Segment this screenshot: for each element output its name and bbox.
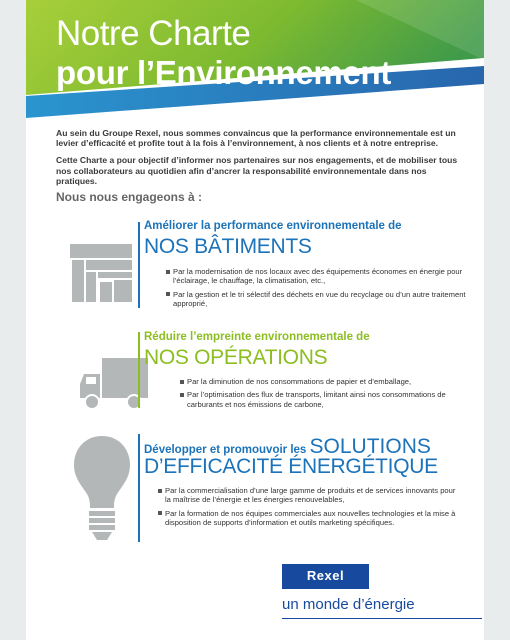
engage-heading: Nous nous engageons à : <box>56 190 203 204</box>
logo-text: Rexel <box>306 568 345 583</box>
section2-divider <box>138 332 140 408</box>
title-line-2: pour l’Environnement <box>56 54 392 91</box>
charter-page <box>26 0 484 640</box>
list-item: Par la commercialisation d’une large gamme de produits et de services innovants pour la maîtrise de l’énergie et les énergies renouvelables, <box>158 486 458 505</box>
section1-title: Améliorer la performance environnementale de <box>144 220 402 232</box>
list-item: Par la modernisation de nos locaux avec des équipements économes en énergie pour l’éclairage, le chauffage, la climatisation, etc., <box>166 267 466 286</box>
building-icon <box>70 244 140 304</box>
section1-bullets <box>166 267 466 313</box>
section3-title-prefix: Développer et promouvoir les <box>144 444 307 456</box>
list-item: Par la formation de nos équipes commerciales aux nouvelles technologies et la mise à disposition de supports d’information et outils marketing spécifiques. <box>158 509 458 528</box>
section1-divider <box>138 222 140 308</box>
section2-big-title: NOS OPÉRATIONS <box>144 346 328 369</box>
list-item: Par l’optimisation des flux de transports, limitant ainsi nos consommations de carburants et nos émissions de carbone, <box>180 390 480 409</box>
list-item: Par la gestion et le tri sélectif des déchets en vue du recyclage ou d’un autre traitement approprié, <box>166 290 466 309</box>
section3-divider <box>138 434 140 542</box>
header-banner <box>26 0 484 122</box>
intro-paragraph-1: Au sein du Groupe Rexel, nous sommes convaincus que la performance environnementale est un levier d’efficacité et profite tout à la fois à l’environnement, à nos clients et à notre entreprise. <box>56 128 456 149</box>
section3-bullets <box>158 486 458 532</box>
section3-title-inline-big: SOLUTIONS <box>309 435 431 458</box>
intro-text <box>56 128 466 193</box>
light-bulb-icon <box>72 434 132 544</box>
section2-bullets <box>180 377 480 413</box>
tagline: un monde d’énergie <box>282 596 415 613</box>
section3-big-title: D’EFFICACITÉ ÉNERGÉTIQUE <box>144 455 438 478</box>
section1-big-title: NOS BÂTIMENTS <box>144 235 312 258</box>
tagline-underline <box>282 618 482 619</box>
section2-title: Réduire l’empreinte environnementale de <box>144 331 370 343</box>
rexel-logo <box>282 564 369 589</box>
intro-paragraph-2: Cette Charte a pour objectif d’informer nos partenaires sur nos engagements, et de mobiliser tous nos collaborateurs au quotidien afin d’ancrer la responsabilité environnementale dans nos pratiques. <box>56 155 458 186</box>
list-item: Par la diminution de nos consommations de papier et d’emballage, <box>180 377 480 386</box>
title-line-1: Notre Charte <box>56 14 251 53</box>
